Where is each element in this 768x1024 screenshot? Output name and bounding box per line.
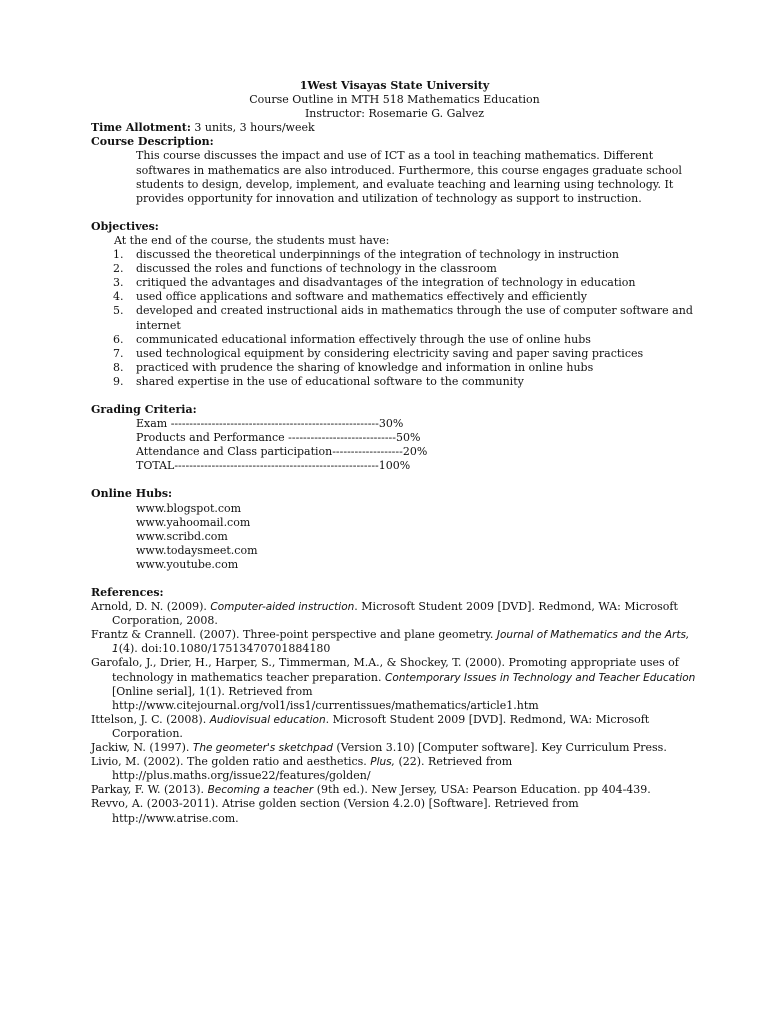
reference-item	[91, 656, 708, 712]
objective-text: practiced with prudence the sharing of knowledge and information in online hubs	[136, 360, 594, 374]
university-name: 1West Visayas State University	[299, 79, 490, 92]
reference-item	[91, 797, 708, 825]
objective-item	[91, 262, 708, 276]
reference-text: . Microsoft Student 2009 [DVD]. Redmond, WA: Microsoft Corporation, 2008.	[112, 600, 678, 628]
reference-text: Ittelson, J. C. (2008).	[91, 712, 210, 726]
reference-item	[91, 713, 708, 741]
objective-text: developed and created instructional aids in mathematics through the use of computer software and internet	[136, 304, 693, 332]
objective-text: used technological equipment by considering electricity saving and paper saving practices	[136, 346, 644, 360]
reference-title: Computer-aided instruction	[210, 601, 355, 614]
reference-title: Audiovisual education	[209, 713, 326, 726]
objective-number: 4.	[113, 290, 124, 304]
spacer	[91, 389, 708, 403]
objective-number: 3.	[113, 276, 124, 290]
objective-number: 7.	[113, 346, 124, 360]
course-description-heading: Course Description:	[91, 135, 214, 149]
reference-title: Contemporary Issues in Technology and Teacher Education	[384, 671, 696, 684]
reference-text: Arnold, D. N. (2009).	[91, 600, 211, 614]
objective-item	[91, 276, 708, 290]
reference-title: The geometer's sketchpad	[192, 742, 333, 755]
reference-title: Plus,	[370, 756, 395, 769]
spacer	[91, 572, 708, 586]
reference-text: (Version 3.10) [Computer software]. Key Curriculum Press.	[332, 741, 667, 755]
objective-number: 1.	[113, 248, 124, 262]
grading-row: Attendance and Class participation-------------------20%	[136, 445, 428, 459]
reference-text: Garofalo, J., Drier, H., Harper, S., Timmerman, M.A., & Shockey, T. (2000). Promoting appropriate uses of technology in mathematics teacher preparation.	[91, 656, 679, 684]
hub-item: www.blogspot.com	[136, 501, 242, 515]
time-allotment-label: Time Allotment:	[91, 121, 191, 135]
reference-text: . Microsoft Student 2009 [DVD]. Redmond, WA: Microsoft Corporation.	[112, 712, 650, 740]
grading-row: Products and Performance -----------------------------50%	[136, 431, 421, 445]
objective-item	[91, 347, 708, 361]
reference-item	[91, 741, 708, 755]
reference-item	[91, 628, 708, 656]
objective-number: 8.	[113, 360, 124, 374]
objective-text: discussed the theoretical underpinnings of the integration of technology in instruction	[136, 248, 619, 262]
reference-text: Revvo, A. (2003-2011). Atrise golden section (Version 4.2.0) [Software]. Retrieved from http://www.atrise.com.	[91, 797, 579, 825]
objective-number: 9.	[113, 374, 124, 388]
hub-item: www.youtube.com	[136, 557, 239, 571]
references-list	[91, 600, 708, 826]
references-heading: References:	[91, 586, 164, 599]
spacer	[91, 206, 708, 220]
reference-text: (22). Retrieved from http://plus.maths.org/issue22/features/golden/	[112, 755, 513, 783]
objectives-intro: At the end of the course, the students must have:	[114, 233, 390, 247]
course-title: Course Outline in MTH 518 Mathematics Education	[249, 93, 540, 107]
objective-item	[91, 248, 708, 262]
objective-number: 5.	[113, 304, 124, 318]
grading-criteria-list	[136, 417, 708, 473]
objectives-heading: Objectives:	[91, 219, 159, 233]
objective-item	[91, 333, 708, 347]
objectives-list	[91, 248, 708, 389]
objective-item	[91, 361, 708, 375]
grading-criteria-heading: Grading Criteria:	[91, 402, 197, 416]
instructor-name: Instructor: Rosemarie G. Galvez	[304, 107, 485, 121]
hub-item: www.scribd.com	[136, 529, 228, 543]
objective-item	[91, 304, 708, 332]
objective-number: 6.	[113, 332, 124, 346]
time-allotment	[91, 121, 708, 135]
reference-text: (9th ed.). New Jersey, USA: Pearson Education. pp 404-439.	[313, 783, 651, 797]
document-header	[81, 79, 708, 121]
reference-text: [Online serial], 1(1). Retrieved from http://www.citejournal.org/vol1/iss1/currentissues/mathematics/article1.htm	[112, 684, 539, 712]
objective-text: shared expertise in the use of educational software to the community	[136, 374, 524, 388]
online-hubs-heading: Online Hubs:	[91, 487, 173, 501]
grading-row: Exam --------------------------------------------------------30%	[136, 417, 404, 431]
reference-text: Livio, M. (2002). The golden ratio and aesthetics.	[91, 755, 371, 769]
time-allotment-value: 3 units, 3 hours/week	[190, 121, 315, 135]
objective-text: discussed the roles and functions of technology in the classroom	[136, 262, 497, 276]
spacer	[91, 473, 708, 487]
hub-item: www.yahoomail.com	[136, 515, 251, 529]
reference-item	[91, 755, 708, 783]
reference-title: Journal of Mathematics and the Arts, 1	[112, 629, 690, 656]
objective-text: used office applications and software and mathematics effectively and efficiently	[136, 290, 588, 304]
hub-item: www.todaysmeet.com	[136, 543, 258, 557]
objective-text: critiqued the advantages and disadvantages of the integration of technology in education	[136, 276, 636, 290]
reference-text: Frantz & Crannell. (2007). Three-point perspective and plane geometry.	[91, 628, 497, 642]
reference-title: Becoming a teacher	[207, 784, 314, 797]
reference-item	[91, 783, 708, 797]
online-hubs-list	[136, 502, 708, 572]
objective-number: 2.	[113, 262, 124, 276]
objective-item	[91, 375, 708, 389]
objective-text: communicated educational information effectively through the use of online hubs	[136, 332, 591, 346]
reference-text: Jackiw, N. (1997).	[91, 741, 193, 755]
course-description-text: This course discusses the impact and use of ICT as a tool in teaching mathematics. Different softwares in mathematics are also introduced. Furthermore, this course engages graduate school students to design, develop, implement, and evaluate teaching and learning using technology. It provides opportunity for innovation and utilization of technology as support to instruction.	[136, 149, 682, 205]
objective-item	[91, 290, 708, 304]
reference-item	[91, 600, 708, 628]
grading-row: TOTAL-------------------------------------------------------100%	[136, 459, 411, 473]
reference-text: (4). doi:10.1080/17513470701884180	[118, 642, 331, 656]
reference-text: Parkay, F. W. (2013).	[91, 783, 208, 797]
